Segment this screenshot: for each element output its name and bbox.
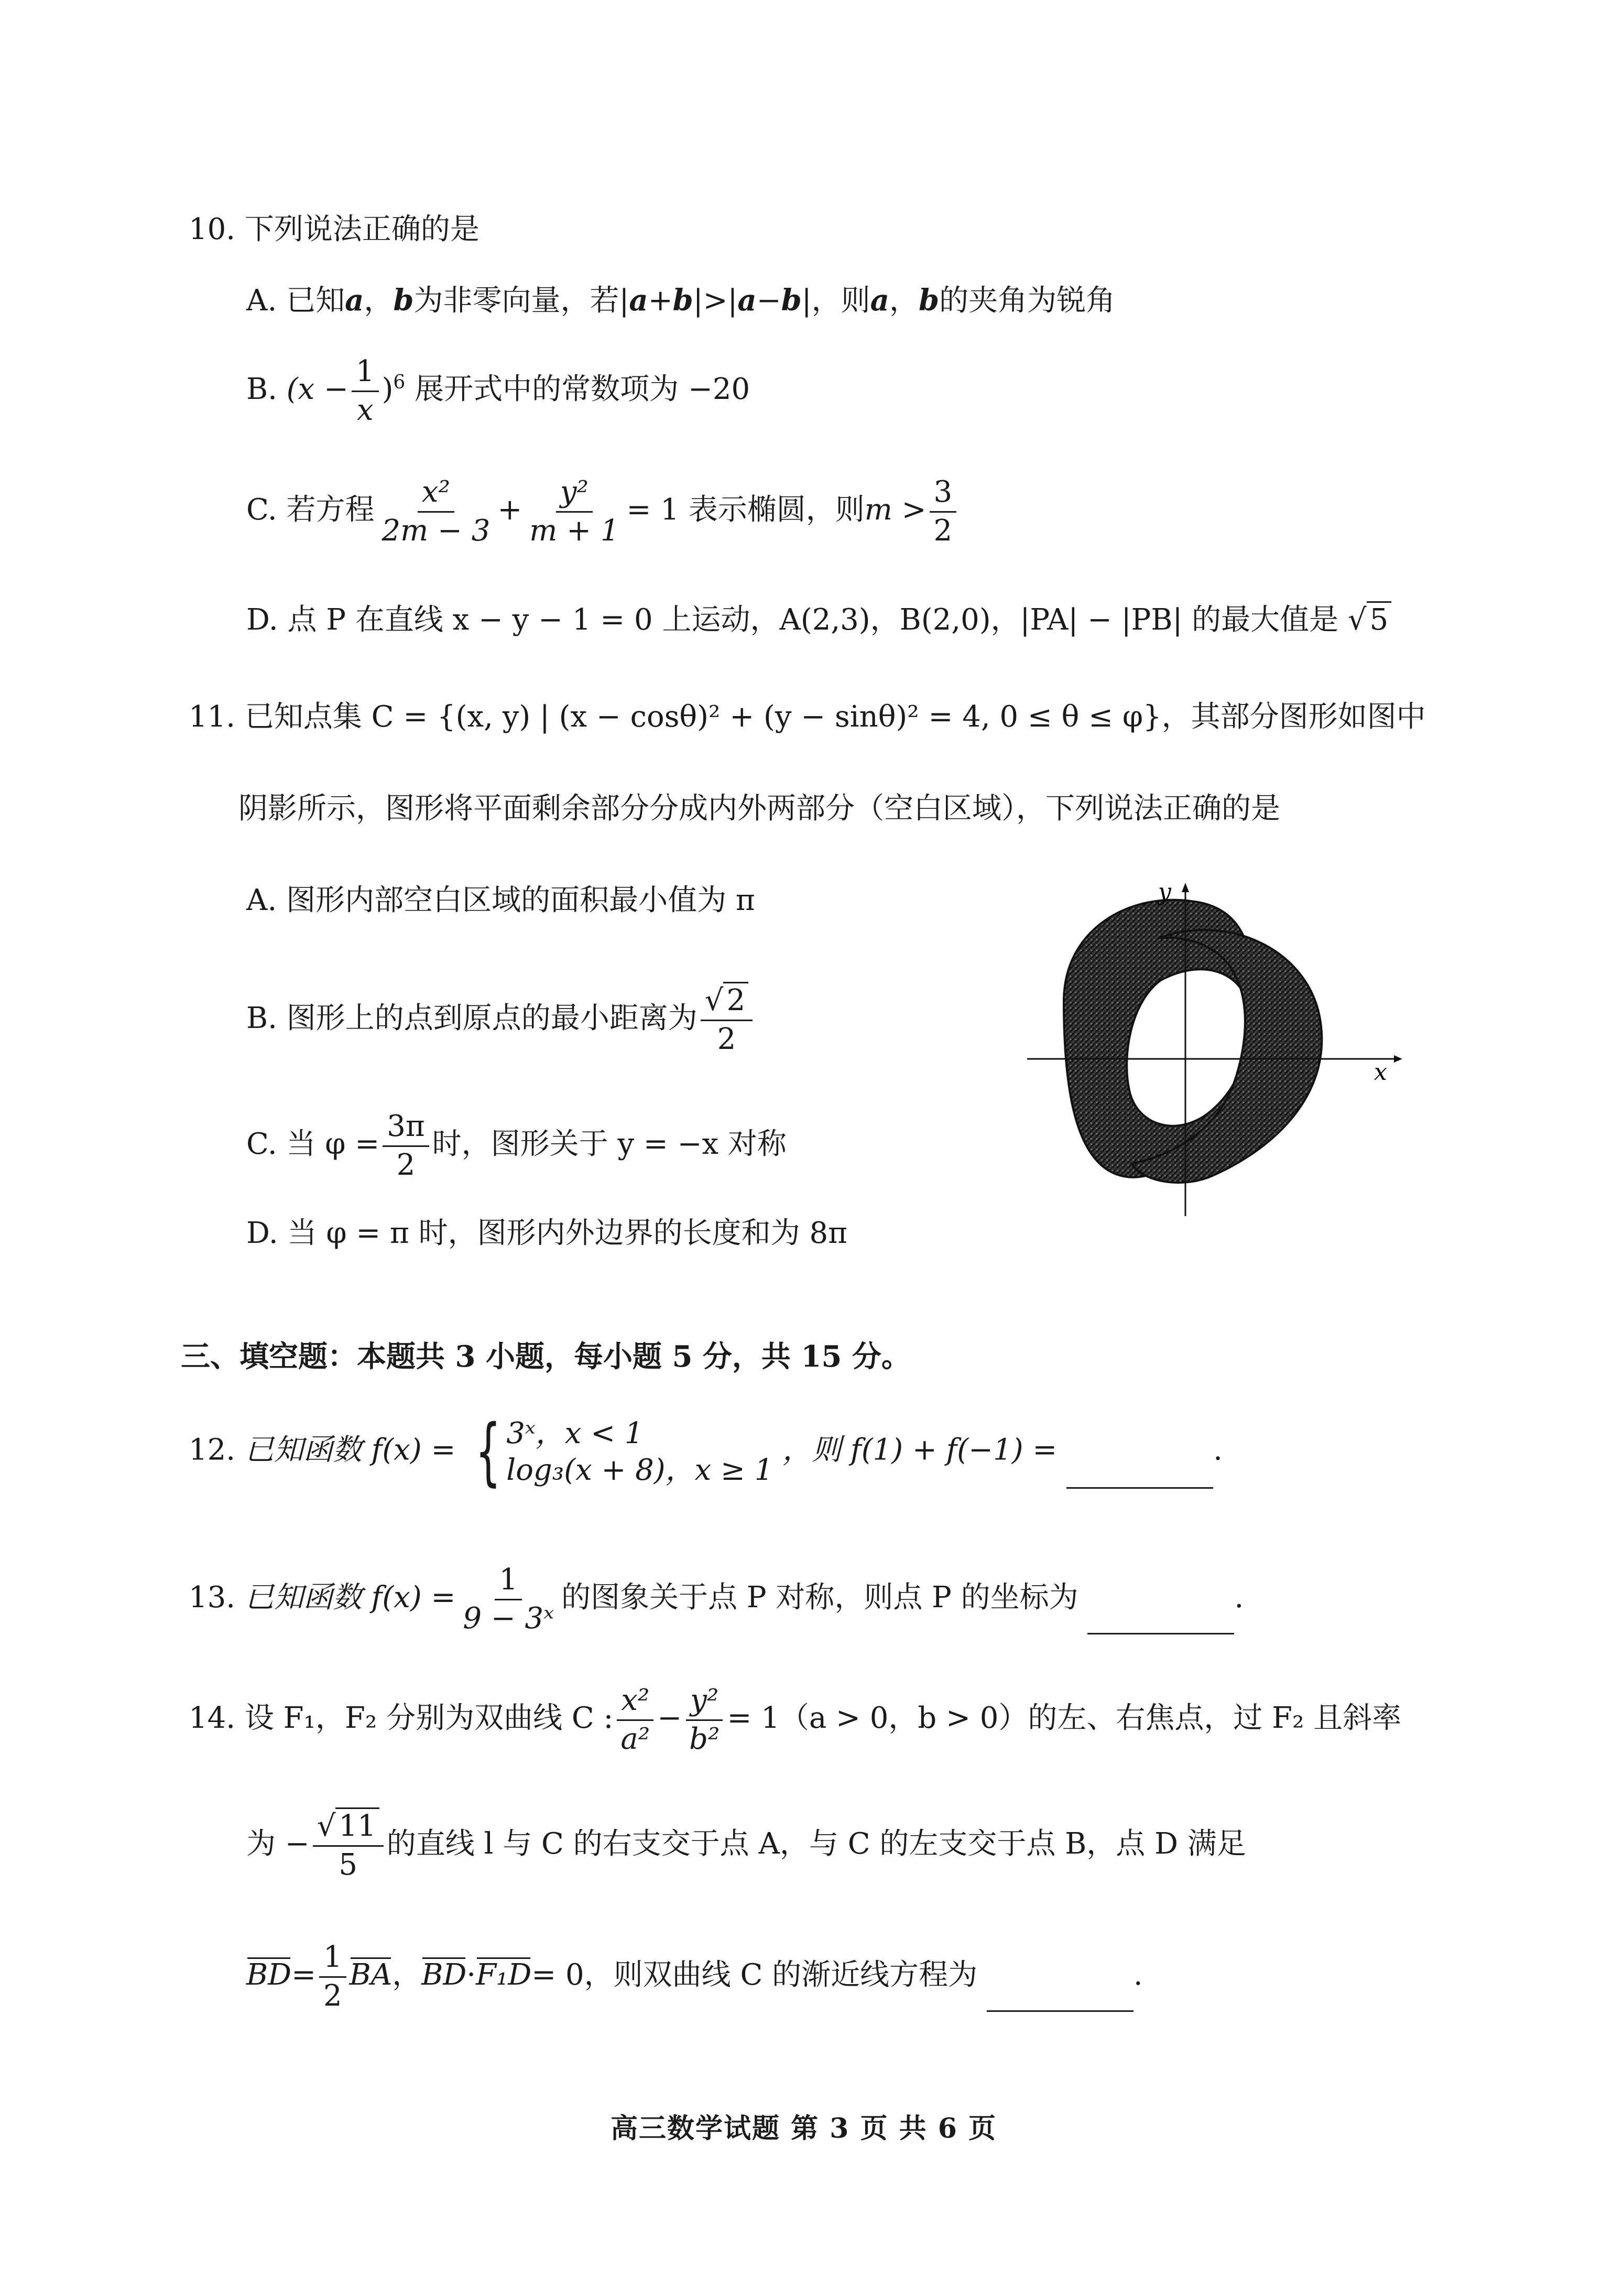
numerator: 3 [930,477,957,513]
x-axis-arrow [1394,1055,1402,1063]
q14-line1 [189,1685,1401,1755]
vector-a: a [737,283,757,318]
numerator: y² [556,477,593,513]
punct: ， [364,284,394,318]
q12-text: ，则 f(1) + f(−1) = [782,1433,1058,1467]
q10-stem-text: 下列说法正确的是 [244,212,479,246]
denominator: 2 [323,1978,342,2013]
denominator: b² [689,1721,720,1756]
operator: − [756,284,781,318]
denominator: 2m − 3 [382,513,491,548]
q11-stem-line2 [238,794,1280,824]
q11-stem-line1 [189,702,1426,732]
operator: · [466,1957,476,1992]
answer-blank[interactable] [1087,1609,1234,1634]
q12-number: 12. [189,1433,236,1467]
fraction [701,985,753,1055]
q11-option-a [246,883,755,917]
operator: − [657,1701,682,1735]
q12-text: 已知函数 f(x) = [244,1433,456,1467]
case-2: log₃(x + 8)，x ≥ 1 [506,1453,773,1487]
answer-blank[interactable] [987,1986,1133,2012]
vector-b: b [672,283,693,318]
q11-option-d [246,1216,847,1250]
q13-text: 已知函数 f(x) = [244,1580,456,1615]
numerator: x² [418,477,454,513]
option-label: C. [246,1127,277,1161]
cases [506,1416,773,1487]
shaded-annulus [1064,900,1322,1183]
q10-option-c [246,477,960,547]
y-axis-label: y [1158,881,1171,905]
q13-number: 13. [189,1580,236,1615]
punct: . [1133,1957,1143,1992]
y-axis-arrow [1182,883,1189,892]
math-expr: (x − [286,372,348,406]
option-label: A. [246,284,277,318]
q11-option-c [246,1111,787,1181]
punct: . [1234,1580,1244,1615]
numerator: 3π [383,1111,429,1147]
q11-number: 11. [189,700,236,734]
square-root: √ 2 [705,985,748,1016]
denominator: 2 [396,1147,416,1182]
math-expr: m > [864,492,927,527]
q10-stem [189,212,479,246]
vector-bd: BD [246,1957,292,1992]
fraction [616,1685,654,1755]
fraction [525,477,623,547]
option-text: = 1 表示椭圆，则 [626,492,865,527]
q11-stem-text: 阴影所示，图形将平面剩余部分分成内外两部分（空白区域），下列说法正确的是 [238,792,1280,826]
option-text: 当 φ = [286,1127,380,1161]
option-label: C. [246,492,277,527]
option-text: 当 φ = π 时，图形内外边界的长度和为 8π [287,1216,847,1250]
vector-ba: BA [349,1957,393,1992]
vector-b: b [918,283,940,318]
q12 [189,1409,1223,1494]
operator: + [648,284,673,318]
option-text: 展开式中的常数项为 −20 [415,372,750,406]
vector-b: b [393,283,414,318]
exponent: 6 [393,372,406,394]
denominator: 2 [717,1022,736,1056]
answer-blank[interactable] [1066,1463,1213,1489]
option-label: B. [246,1001,277,1035]
q14-text: 为 − [246,1826,310,1861]
numerator: 1 [352,356,379,392]
radicand: 2 [723,982,748,1017]
q14-number: 14. [189,1701,236,1735]
punct: ， [392,1957,422,1992]
option-label: B. [246,372,277,406]
punct: . [1213,1433,1223,1467]
q10-option-d [246,605,1391,635]
fraction [685,1685,724,1755]
numerator: 1 [319,1942,346,1978]
q11-option-b [246,985,756,1055]
denominator: x [356,393,374,427]
option-label: A. [246,883,277,917]
q14-text: 的直线 l 与 C 的右支交于点 A，与 C 的左支交于点 B，点 D 满足 [386,1826,1246,1861]
fraction [313,1811,384,1881]
math-expr: ) [382,372,394,406]
radicand: 5 [1367,601,1392,637]
square-root: √ 5 [1348,605,1391,635]
radicand: 11 [335,1807,379,1843]
option-text: 点 P 在直线 x − y − 1 = 0 上运动，A(2,3)，B(2,0)，|PA| − |PB| 的最大值是 [287,603,1339,637]
section-title: 三、填空题：本题共 3 小题，每小题 5 分，共 15 分。 [181,1339,911,1374]
q14-line3 [246,1942,1143,2012]
q14-text: = 1（a > 0，b > 0）的左、右焦点，过 F₂ 且斜率 [727,1701,1402,1735]
vector-bd: BD [421,1957,467,1992]
denominator: 9 − 3ˣ [463,1601,554,1636]
numerator: y² [686,1685,723,1721]
fraction [319,1942,346,2012]
q10-number: 10. [189,212,236,246]
q11-stem-text: 已知点集 C = {(x, y) | (x − cosθ)² + (y − sinθ)² = 4, 0 ≤ θ ≤ φ}，其部分图形如图中 [244,700,1426,734]
case-1: 3ˣ，x < 1 [506,1416,644,1450]
q11-figure [1027,881,1404,1221]
square-root: √ 11 [317,1811,379,1842]
x-axis-label: x [1374,1059,1387,1086]
fraction [459,1565,558,1634]
denominator: 2 [933,513,953,548]
punct: ， [889,284,919,318]
q14-text: = 0，则双曲线 C 的渐近线方程为 [531,1957,978,1992]
operator: = [291,1957,316,1992]
option-text: 的夹角为锐角 [939,284,1116,318]
page-footer: 高三数学试题 第 3 页 共 6 页 [611,2113,997,2145]
denominator: m + 1 [529,513,619,548]
numerator: 1 [495,1565,522,1600]
fraction [377,477,494,547]
option-text: |>| [693,284,738,318]
option-text: 时，图形关于 y = −x 对称 [432,1127,787,1161]
option-text: 为非零向量，若| [413,284,629,318]
fraction [352,356,379,426]
vector-a: a [629,283,648,318]
denominator: 5 [339,1847,358,1882]
option-label: D. [246,603,278,637]
option-text: |，则 [801,284,870,318]
option-text: 已知 [286,284,345,318]
option-text: 图形上的点到原点的最小距离为 [286,1001,697,1035]
q13 [189,1565,1244,1634]
vector-a: a [345,283,364,318]
vector-b: b [781,283,802,318]
brace-symbol: { [475,1409,502,1494]
q13-text: 的图象关于点 P 对称，则点 P 的坐标为 [561,1580,1078,1615]
q14-text: 设 F₁，F₂ 分别为双曲线 C : [244,1701,614,1735]
q14-line2 [246,1811,1246,1881]
q10-option-a [246,283,1116,318]
fraction [383,1111,429,1181]
option-text: 若方程 [286,492,375,527]
fraction [930,477,957,547]
operator: + [497,492,522,527]
denominator: a² [620,1721,650,1756]
vector-f1d: F₁D [476,1957,532,1992]
piecewise-function [465,1409,773,1494]
numerator: x² [617,1685,653,1721]
option-label: D. [246,1216,278,1250]
option-text: 图形内部空白区域的面积最小值为 π [286,883,755,917]
q10-option-b [246,356,750,426]
vector-a: a [870,283,889,318]
